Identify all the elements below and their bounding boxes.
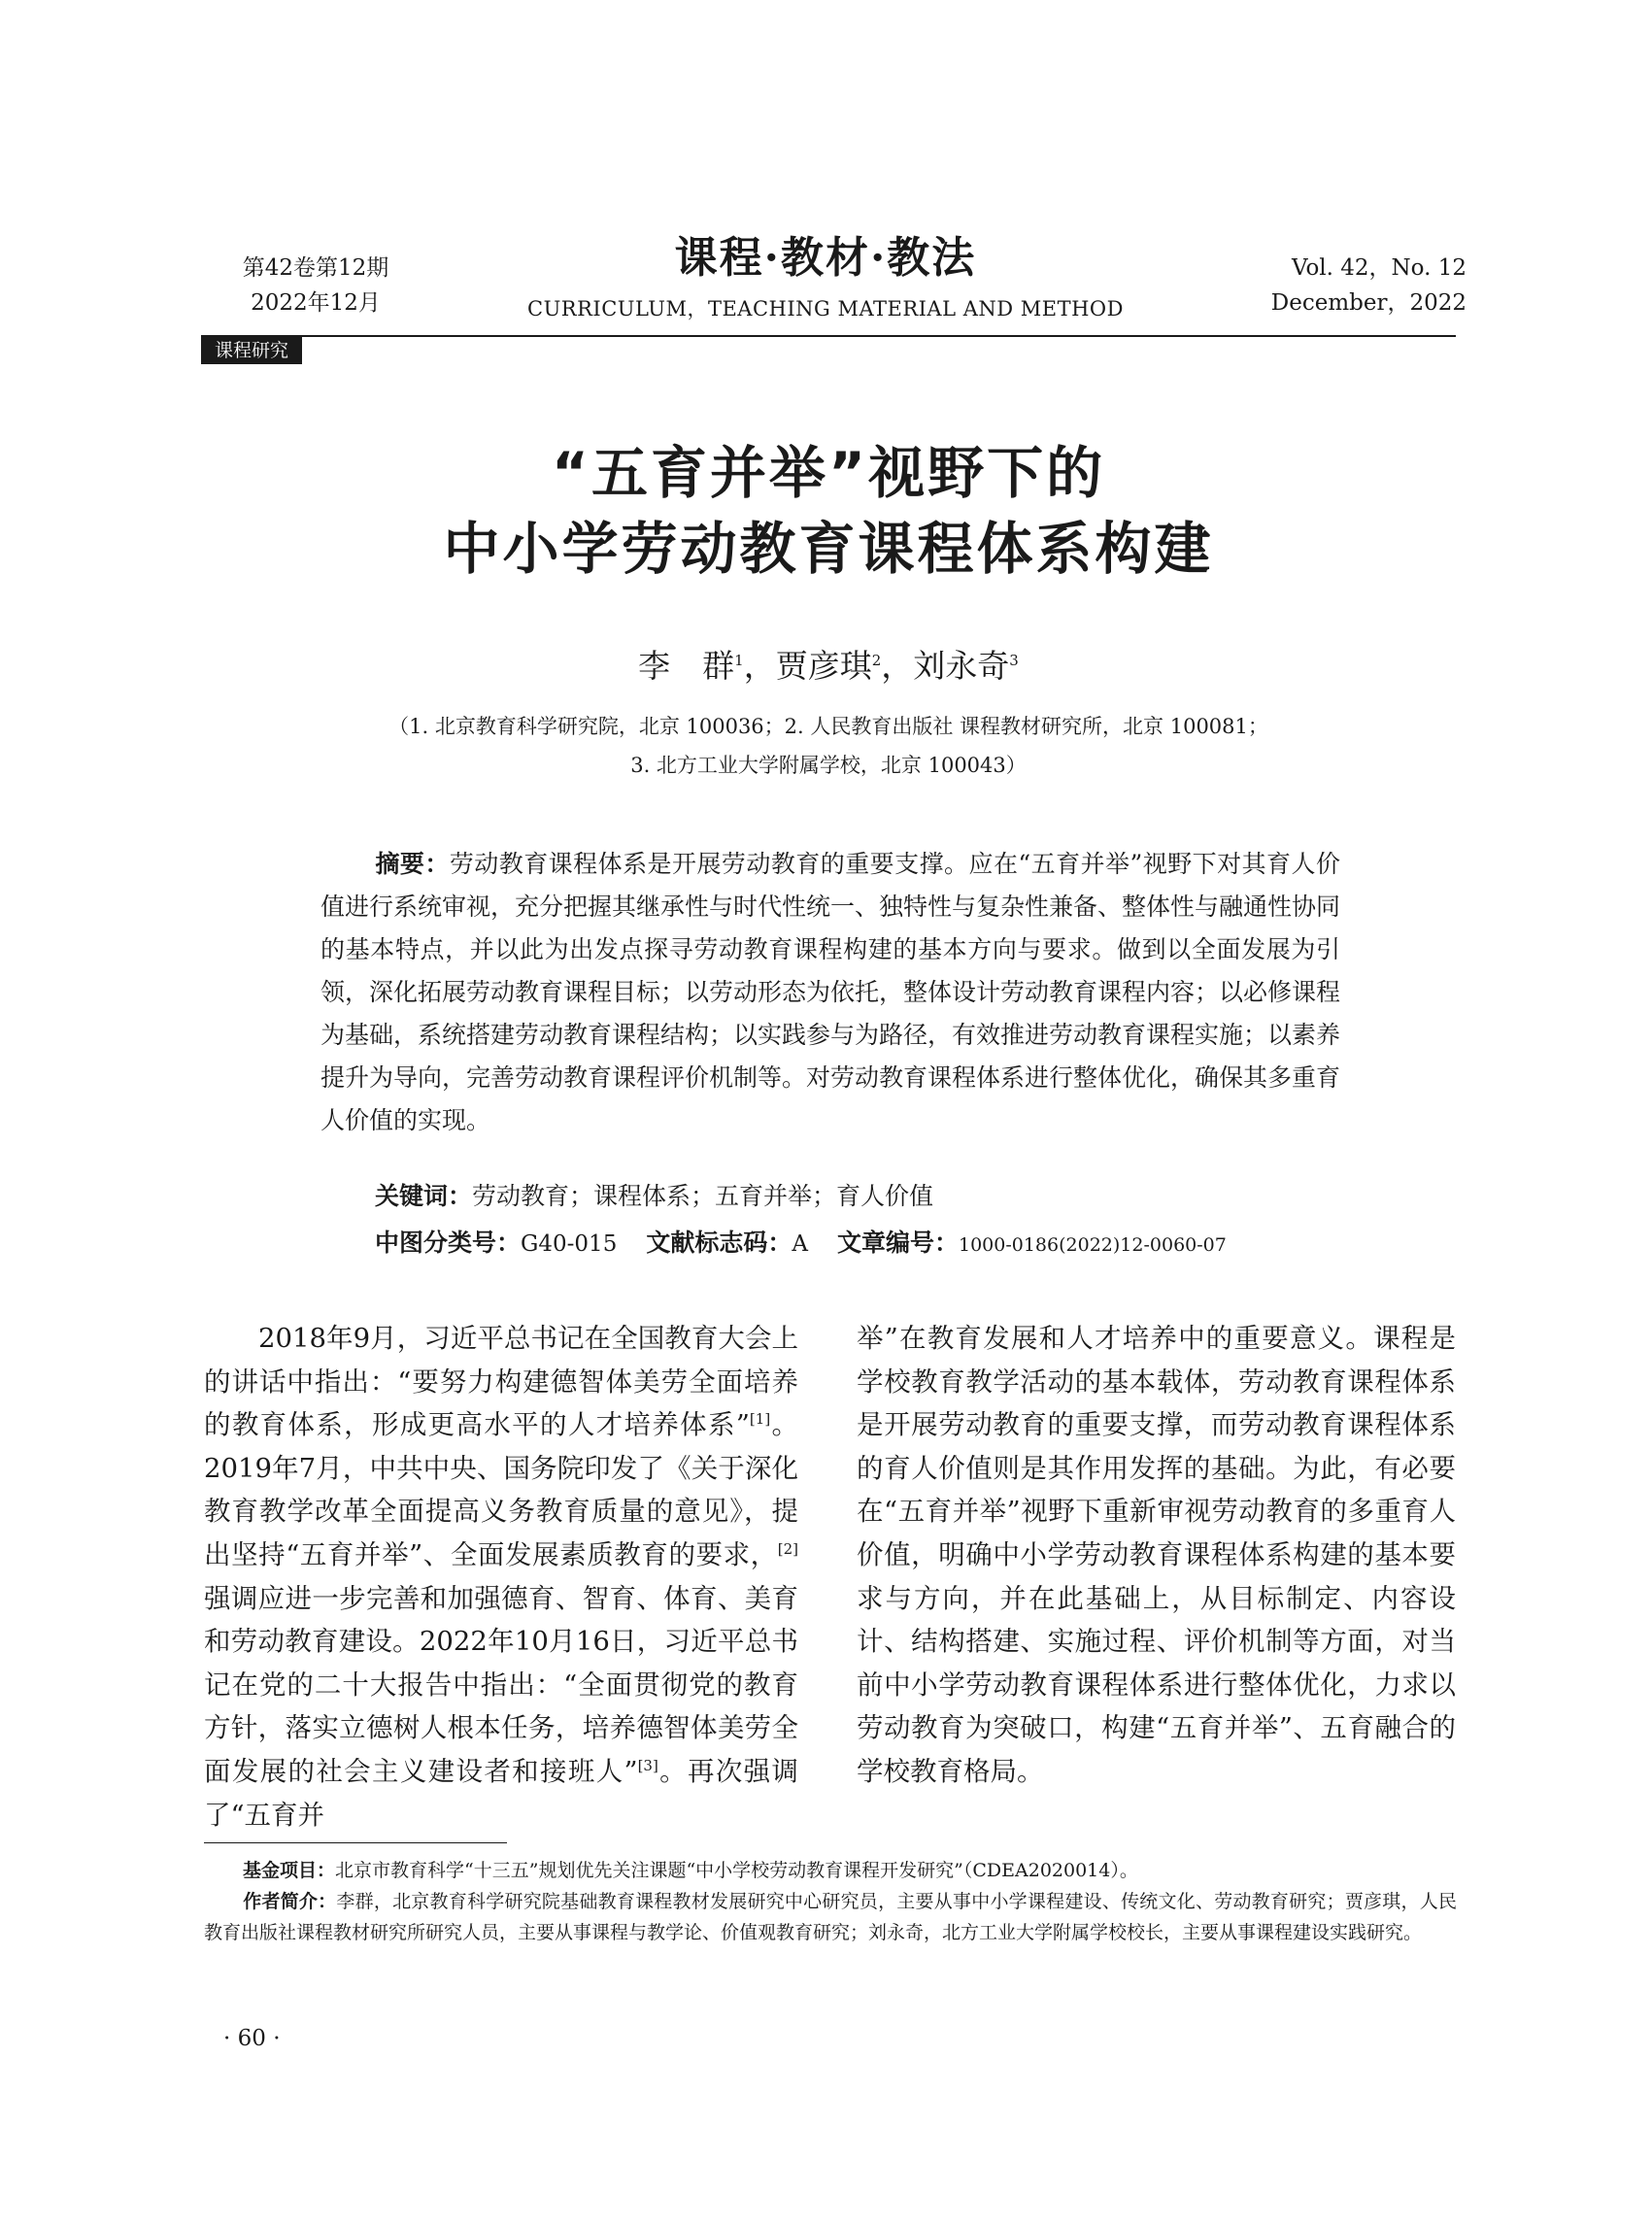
article-number-value: 1000-0186(2022)12-0060-07 [958, 1234, 1227, 1256]
article-number-label: 文章编号： [836, 1229, 959, 1257]
author-name: 刘永奇 [913, 647, 1010, 685]
body-column-right [857, 1317, 1456, 1794]
keywords-text: 劳动教育；课程体系；五育并举；育人价值 [472, 1182, 934, 1210]
page-number: · 60 · [223, 2026, 281, 2051]
keywords-label: 关键词： [375, 1182, 473, 1210]
author-affil-mark: 2 [871, 652, 882, 669]
journal-title-en: CURRICULUM，TEACHING MATERIAL AND METHOD [527, 297, 1124, 320]
doc-code-value: A [792, 1231, 808, 1257]
volume-en: Vol. 42，No. 12 [1291, 255, 1467, 281]
header-volume-issue [214, 251, 418, 320]
date-en: December，2022 [1270, 290, 1467, 316]
body-text: 强调应进一步完善和加强德育、智育、体育、美育和劳动教育建设。2022年10月16日，习近平总书记在党的二十大报告中指出：“全面贯彻党的教育方针，落实立德树人根本任务，培养德智体美劳全面发展的社会主义建设者和接班人” [204, 1582, 798, 1787]
fund-note [204, 1855, 1457, 1886]
date-cn: 2022年12月 [251, 290, 381, 316]
abstract-text: 劳动教育课程体系是开展劳动教育的重要支撑。应在“五育并举”视野下对其育人价值进行系统审视，充分把握其继承性与时代性统一、独特性与复杂性兼备、整体性与融通性协同的基本特点，并以此为出发点探寻劳动教育课程构建的基本方向与要求。做到以全面发展为引领，深化拓展劳动教育课程目标；以劳动形态为依托，整体设计劳动教育课程内容；以必修课程为基础，系统搭建劳动教育课程结构；以实践参与为路径，有效推进劳动教育课程实施；以素养提升为导向，完善劳动教育课程评价机制等。对劳动教育课程体系进行整体优化，确保其多重育人价值的实现。 [320, 850, 1341, 1134]
keywords [375, 1175, 933, 1218]
journal-masthead [524, 231, 1127, 322]
abstract-label: 摘要： [375, 850, 450, 878]
author-bio-note [204, 1886, 1457, 1948]
citation-ref: [3] [637, 1756, 658, 1774]
citation-ref: [2] [777, 1539, 798, 1558]
body-text: 。2019年7月，中共中央、国务院印发了《关于深化教育教学改革全面提高义务教育质量的意见》，提出坚持“五育并举”、全面发展素质教育的要求， [204, 1409, 799, 1570]
volume-cn: 第42卷第12期 [242, 255, 389, 281]
affiliation-line-2: 3. 北方工业大学附属学校，北京 100043） [630, 754, 1027, 777]
journal-title: 课程·教材·教法 [674, 233, 977, 283]
footnote-rule [204, 1842, 507, 1843]
fund-text: 北京市教育科学“十三五”规划优先关注课题“中小学校劳动教育课程开发研究”（CDEA2020014）。 [335, 1860, 1138, 1881]
clc-value: G40-015 [521, 1231, 618, 1257]
affiliations [201, 707, 1456, 785]
classification-line [375, 1222, 1227, 1266]
section-tag: 课程研究 [201, 337, 302, 364]
body-column-left [204, 1317, 798, 1837]
author-affil-mark: 1 [734, 652, 744, 669]
citation-ref: [1] [749, 1410, 771, 1429]
author-name: 贾彦琪 [775, 647, 872, 685]
author-separator: ， [743, 647, 776, 685]
author-bio-label: 作者简介： [243, 1891, 337, 1912]
footnotes [204, 1855, 1457, 1948]
body-text: 举”在教育发展和人才培养中的重要意义。课程是学校教育教学活动的基本载体，劳动教育课程体系是开展劳动教育的重要支撑，而劳动教育课程体系的育人价值则是其作用发挥的基础。为此，有必要在“五育并举”视野下重新审视劳动教育的多重育人价值，明确中小学劳动教育课程体系构建的基本要求与方向，并在此基础上，从目标制定、内容设计、结构搭建、实施过程、评价机制等方面，对当前中小学劳动教育课程体系进行整体优化，力求以劳动教育为突破口，构建“五育并举”、五育融合的学校教育格局。 [857, 1323, 1456, 1787]
article-title-line-2: 中小学劳动教育课程体系构建 [443, 516, 1214, 582]
body-text: 。再次强调了“五育并 [204, 1755, 798, 1831]
affiliation-line-1: （1. 北京教育科学研究院，北京 100036；2. 人民教育出版社 课程教材研究所，北京 100081； [388, 715, 1268, 738]
author-list [201, 645, 1456, 688]
fund-label: 基金项目： [243, 1860, 336, 1881]
author-bio-text: 李群，北京教育科学研究院基础教育课程教材发展研究中心研究员，主要从事中小学课程建设、传统文化、劳动教育研究；贾彦琪，人民教育出版社课程教材研究所研究人员，主要从事课程与教学论、价值观教育研究；刘永奇，北方工业大学附属学校校长，主要从事课程建设实践研究。 [204, 1891, 1457, 1943]
body-text: 2018年9月，习近平总书记在全国教育大会上的讲话中指出：“要努力构建德智体美劳全面培养的教育体系，形成更高水平的人才培养体系” [204, 1323, 798, 1441]
clc-label: 中图分类号： [375, 1229, 522, 1257]
abstract [320, 843, 1340, 1142]
article-title [201, 435, 1456, 587]
doc-code-label: 文献标志码： [646, 1229, 792, 1257]
author-affil-mark: 3 [1009, 652, 1019, 669]
header-volume-issue-en [1243, 251, 1467, 320]
article-title-line-1: “五育并举”视野下的 [551, 440, 1106, 506]
author-name: 李 群 [638, 647, 735, 685]
author-separator: ， [881, 647, 914, 685]
header-rule [201, 335, 1456, 337]
